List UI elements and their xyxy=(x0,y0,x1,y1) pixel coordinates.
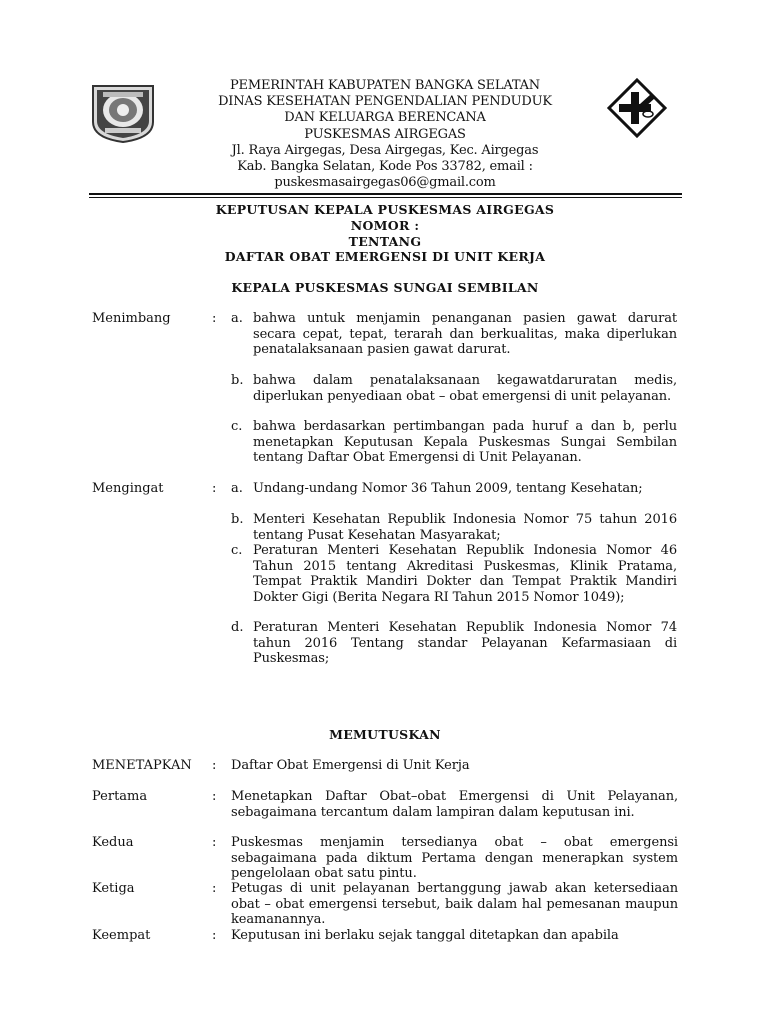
mengingat-item-a: Undang-undang Nomor 36 Tahun 2009, tentang Kesehatan; xyxy=(253,481,643,496)
letterhead-email: puskesmasairgegas06@gmail.com xyxy=(274,175,496,191)
letterhead-divider-thin xyxy=(89,197,682,198)
mengingat-item-b: Menteri Kesehatan Republik Indonesia Nomor 75 tahun 2016 tentang Pusat Kesehatan Masyarakat; xyxy=(253,512,677,543)
bangka-selatan-seal-icon xyxy=(89,82,157,144)
document-subject: DAFTAR OBAT EMERGENSI DI UNIT KERJA xyxy=(224,249,546,264)
pertama-colon: : xyxy=(212,789,217,804)
letterhead-address-1: Jl. Raya Airgegas, Desa Airgegas, Kec. Airgegas xyxy=(231,142,539,158)
menimbang-marker-a: a. xyxy=(231,311,243,326)
menimbang-marker-b: b. xyxy=(231,373,244,388)
document-tentang: TENTANG xyxy=(348,234,422,249)
letterhead-divider-thick xyxy=(89,193,682,195)
kedua-text: Puskesmas menjamin tersedianya obat – obat emergensi sebagaimana pada diktum Pertama dengan menerapkan system pengelolaan obat satu pintu. xyxy=(231,835,678,881)
ketiga-colon: : xyxy=(212,881,217,896)
letterhead-line-4: PUSKESMAS AIRGEGAS xyxy=(304,126,466,142)
pertama-label: Pertama xyxy=(92,789,148,804)
menimbang-label: Menimbang xyxy=(92,311,171,326)
mengingat-marker-d: d. xyxy=(231,620,244,635)
keempat-label: Keempat xyxy=(92,928,151,943)
mengingat-marker-c: c. xyxy=(231,543,243,558)
letterhead-line-3: DAN KELUARGA BERENCANA xyxy=(284,110,486,126)
mengingat-colon: : xyxy=(212,481,217,496)
ketiga-label: Ketiga xyxy=(92,881,135,896)
kedua-colon: : xyxy=(212,835,217,850)
menimbang-colon: : xyxy=(212,311,217,326)
letterhead-line-2: DINAS KESEHATAN PENGENDALIAN PENDUDUK xyxy=(218,94,552,110)
pertama-text: Menetapkan Daftar Obat–obat Emergensi di Unit Pelayanan, sebagaimana tercantum dalam lampiran dalam keputusan ini. xyxy=(231,789,678,820)
menetapkan-text: Daftar Obat Emergensi di Unit Kerja xyxy=(231,758,470,773)
memutuskan-heading: MEMUTUSKAN xyxy=(329,727,441,742)
document-title-1: KEPUTUSAN KEPALA PUSKESMAS AIRGEGAS xyxy=(215,202,555,217)
mengingat-marker-a: a. xyxy=(231,481,243,496)
menetapkan-colon: : xyxy=(212,758,217,773)
keempat-text: Keputusan ini berlaku sejak tanggal ditetapkan dan apabila xyxy=(231,928,619,943)
menimbang-item-c: bahwa berdasarkan pertimbangan pada huruf a dan b, perlu menetapkan Keputusan Kepala Puskesmas Sungai Sembilan tentang Daftar Obat Emergensi di Unit Pelayanan. xyxy=(253,419,677,465)
mengingat-marker-b: b. xyxy=(231,512,244,527)
menimbang-marker-c: c. xyxy=(231,419,243,434)
menimbang-item-b: bahwa dalam penatalaksanaan kegawatdaruratan medis, diperlukan penyediaan obat – obat emergensi di unit pelayanan. xyxy=(253,373,677,404)
mengingat-item-d: Peraturan Menteri Kesehatan Republik Indonesia Nomor 74 tahun 2016 Tentang standar Pelayanan Kefarmasiaan di Puskesmas; xyxy=(253,620,677,666)
puskesmas-logo-icon xyxy=(607,78,667,138)
mengingat-item-c: Peraturan Menteri Kesehatan Republik Indonesia Nomor 46 Tahun 2015 tentang Akreditasi Puskesmas, Klinik Pratama, Tempat Praktik Mandiri Dokter dan Tempat Praktik Mandiri Dokter Gigi (Berita Negara RI Tahun 2015 Nomor 1049); xyxy=(253,543,677,605)
ketiga-text: Petugas di unit pelayanan bertanggung jawab akan ketersediaan obat – obat emergensi tersebut, baik dalam hal pemesanan maupun keamanannya. xyxy=(231,881,678,927)
letterhead xyxy=(200,78,570,191)
keempat-colon: : xyxy=(212,928,217,943)
document-issuer: KEPALA PUSKESMAS SUNGAI SEMBILAN xyxy=(231,280,539,295)
mengingat-label: Mengingat xyxy=(92,481,164,496)
document-number: NOMOR : xyxy=(350,218,420,233)
letterhead-address-2: Kab. Bangka Selatan, Kode Pos 33782, email : xyxy=(237,159,533,175)
kedua-label: Kedua xyxy=(92,835,134,850)
menimbang-item-a: bahwa untuk menjamin penanganan pasien gawat darurat secara cepat, tepat, terarah dan berkualitas, maka diperlukan penatalaksanaan pasien gawat darurat. xyxy=(253,311,677,357)
menetapkan-label: MENETAPKAN xyxy=(92,758,192,773)
letterhead-line-1: PEMERINTAH KABUPATEN BANGKA SELATAN xyxy=(230,78,540,93)
